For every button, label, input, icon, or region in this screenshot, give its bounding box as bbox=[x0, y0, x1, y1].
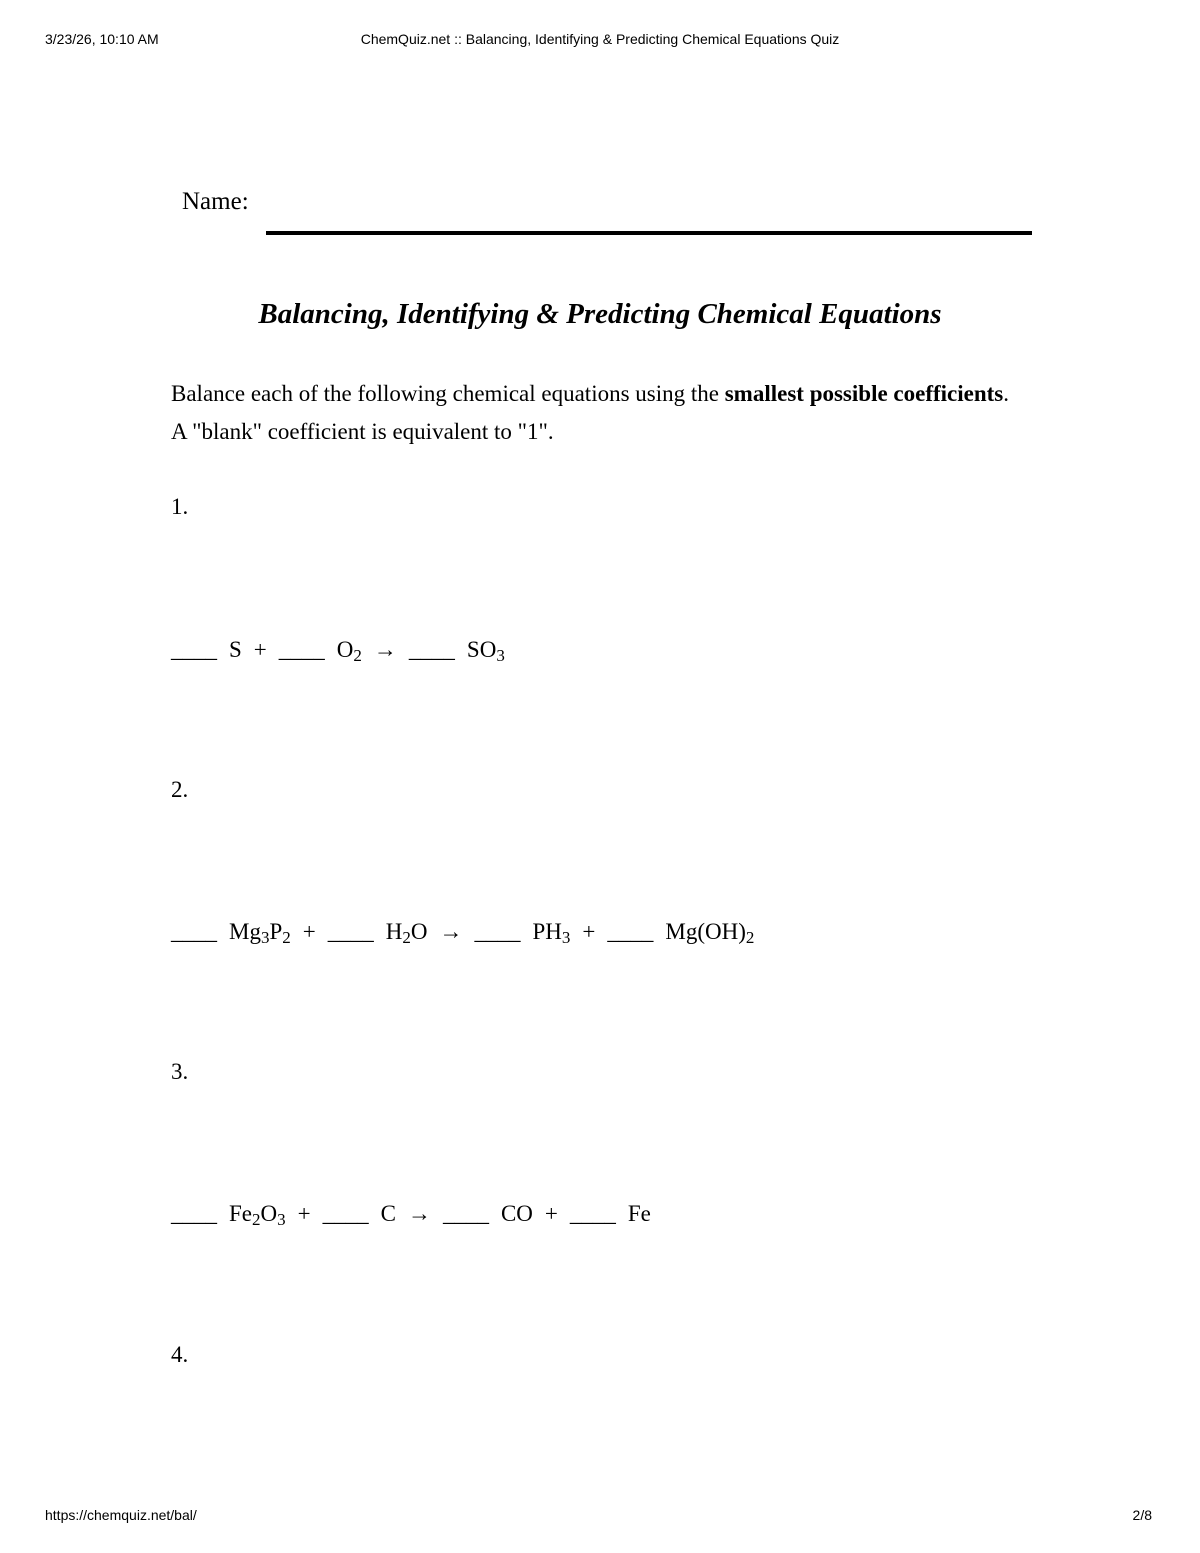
plus-sign: + bbox=[582, 919, 596, 944]
equation-2 bbox=[171, 919, 754, 945]
question-number: 2. bbox=[171, 777, 189, 802]
reaction-arrow: → bbox=[373, 637, 397, 662]
coefficient-blank[interactable]: ____ bbox=[607, 919, 654, 944]
name-input-line[interactable] bbox=[266, 231, 1032, 235]
equation-1 bbox=[171, 637, 505, 663]
coefficient-blank[interactable]: ____ bbox=[171, 919, 217, 944]
formula bbox=[337, 637, 362, 663]
element-symbol: S bbox=[229, 637, 242, 662]
subscript: 2 bbox=[353, 646, 362, 665]
print-page-title: ChemQuiz.net :: Balancing, Identifying & Predicting Chemical Equations Quiz bbox=[360, 31, 840, 47]
question-number: 3. bbox=[171, 1059, 189, 1084]
element-symbol: SO bbox=[466, 637, 497, 662]
formula bbox=[381, 1201, 396, 1227]
formula bbox=[665, 919, 754, 945]
equation-3 bbox=[171, 1201, 651, 1227]
element-symbol: PH bbox=[532, 919, 562, 944]
subscript: 2 bbox=[745, 928, 755, 947]
formula bbox=[386, 919, 428, 945]
question-number: 4. bbox=[171, 1342, 189, 1367]
name-label: Name: bbox=[182, 188, 249, 215]
subscript: 2 bbox=[282, 928, 291, 947]
subscript: 3 bbox=[496, 646, 505, 665]
subscript: 3 bbox=[260, 928, 270, 947]
element-symbol: O bbox=[336, 637, 354, 662]
print-date: 3/23/26, 10:10 AM bbox=[45, 31, 159, 47]
plus-sign: + bbox=[253, 637, 267, 662]
coefficient-blank[interactable]: ____ bbox=[171, 637, 217, 662]
print-url: https://chemquiz.net/bal/ bbox=[45, 1507, 197, 1523]
plus-sign: + bbox=[297, 1201, 311, 1226]
element-symbol: O bbox=[410, 919, 428, 944]
plus-sign: + bbox=[544, 1201, 558, 1226]
instructions-emphasis: smallest possible coefficients bbox=[724, 381, 1004, 406]
subscript: 3 bbox=[561, 928, 571, 947]
element-symbol: Mg bbox=[229, 919, 261, 944]
formula bbox=[532, 919, 570, 945]
subscript: 3 bbox=[277, 1210, 286, 1229]
formula bbox=[229, 919, 291, 945]
formula bbox=[229, 637, 242, 663]
formula bbox=[501, 1201, 533, 1227]
formula bbox=[467, 637, 505, 663]
coefficient-blank[interactable]: ____ bbox=[442, 1201, 489, 1226]
instructions bbox=[171, 375, 1021, 451]
formula bbox=[628, 1201, 651, 1227]
coefficient-blank[interactable]: ____ bbox=[171, 1201, 217, 1226]
reaction-arrow: → bbox=[439, 919, 463, 944]
question-number: 1. bbox=[171, 494, 189, 519]
subscript: 2 bbox=[402, 928, 411, 947]
element-symbol: O bbox=[260, 1201, 278, 1226]
instructions-text: Balance each of the following chemical equations using the bbox=[171, 381, 725, 406]
element-symbol: Mg(OH) bbox=[665, 919, 746, 944]
subscript: 2 bbox=[252, 1210, 261, 1229]
coefficient-blank[interactable]: ____ bbox=[327, 919, 374, 944]
element-symbol: P bbox=[269, 919, 283, 944]
print-page-number: 2/8 bbox=[1132, 1507, 1152, 1523]
element-symbol: C bbox=[380, 1201, 396, 1226]
coefficient-blank[interactable]: ____ bbox=[569, 1201, 616, 1226]
element-symbol: CO bbox=[500, 1201, 533, 1226]
formula bbox=[229, 1201, 286, 1227]
plus-sign: + bbox=[302, 919, 316, 944]
reaction-arrow: → bbox=[407, 1201, 431, 1226]
coefficient-blank[interactable]: ____ bbox=[322, 1201, 369, 1226]
worksheet-title: Balancing, Identifying & Predicting Chemical Equations bbox=[258, 298, 942, 330]
element-symbol: Fe bbox=[229, 1201, 252, 1226]
coefficient-blank[interactable]: ____ bbox=[474, 919, 521, 944]
element-symbol: Fe bbox=[627, 1201, 651, 1226]
coefficient-blank[interactable]: ____ bbox=[408, 637, 455, 662]
coefficient-blank[interactable]: ____ bbox=[278, 637, 325, 662]
element-symbol: H bbox=[385, 919, 403, 944]
instructions-text-end: . A "blank" coefficient is equivalent to "1". bbox=[171, 381, 1009, 444]
